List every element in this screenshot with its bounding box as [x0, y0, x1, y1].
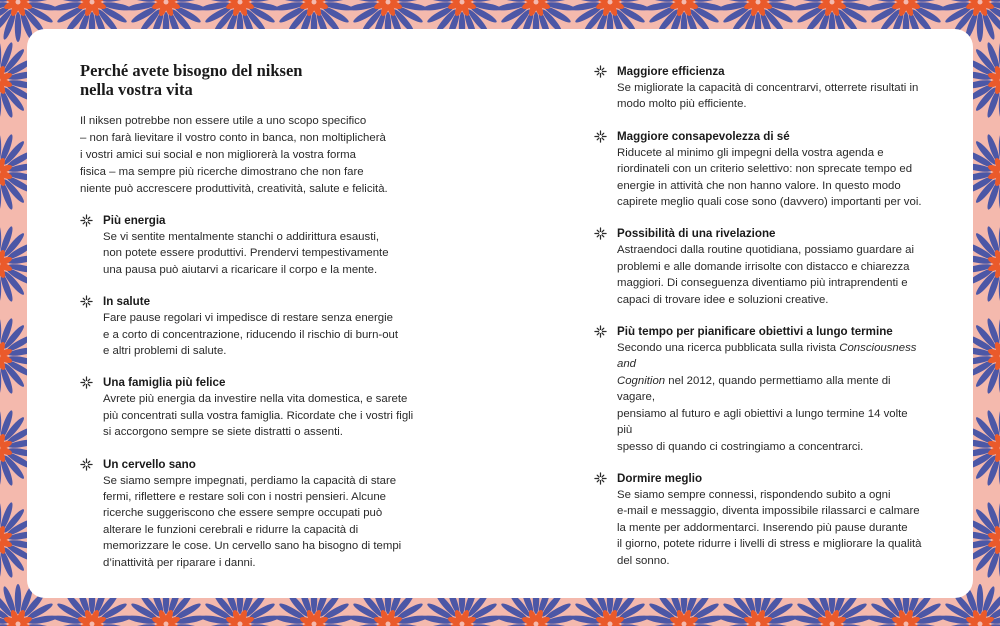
- sparkle-icon: [594, 472, 607, 485]
- text-line: spesso di quando ci costringiamo a concentrarci.: [617, 440, 864, 453]
- flower-petal: [977, 12, 983, 42]
- sparkle-ray: [88, 303, 90, 305]
- sparkle-ray: [83, 217, 85, 219]
- title-line: nella vostra vita: [80, 80, 193, 99]
- flower-petal: [15, 12, 21, 42]
- intro-line: i vostri amici sui social e non migliorerà la vostra forma: [80, 149, 357, 161]
- text-line: una pausa può aiutarvi a ricaricare il corpo e la mente.: [103, 263, 378, 276]
- benefit-text: [103, 229, 420, 278]
- sparkle-ray: [88, 461, 90, 463]
- sparkle-ray: [88, 384, 90, 386]
- journal-name: Consciousness and: [617, 342, 917, 371]
- sparkle-icon: [80, 295, 93, 308]
- benefit-title: Più tempo per pianificare obiettivi a lungo termine: [617, 325, 893, 339]
- text-line: maggiori. Di conseguenza diventiamo più intraprendenti e: [617, 277, 908, 290]
- text-line: la mente per addormentarci. Inserendo più pause durante: [617, 521, 908, 534]
- benefit-text: [617, 340, 924, 455]
- text-line: Fare pause regolari vi impedisce di restare senza energie: [103, 312, 393, 325]
- text-line: e-mail e messaggio, diventa impossibile rilassarci e calmare: [617, 505, 920, 518]
- benefit-item: [594, 63, 924, 113]
- intro-line: fisica – ma sempre più ricerche dimostrano che non fare: [80, 166, 364, 178]
- text-line: non potete essere produttivi. Prendervi tempestivamente: [103, 247, 389, 260]
- benefit-text: [103, 310, 420, 359]
- benefit-text: [617, 145, 924, 211]
- benefit-item: [80, 456, 420, 571]
- sparkle-icon: [80, 458, 93, 471]
- sparkle-ray: [88, 298, 90, 300]
- benefit-item: [594, 225, 924, 308]
- sparkle-ray: [602, 480, 604, 482]
- sparkle-ray: [597, 133, 599, 135]
- text-segment: Secondo una ricerca pubblicata sulla rivista: [617, 342, 840, 355]
- sparkle-ray: [597, 480, 599, 482]
- sparkle-ray: [83, 222, 85, 224]
- text-line: Se siamo sempre impegnati, perdiamo la capacità di stare: [103, 474, 397, 487]
- intro-paragraph: [80, 113, 420, 198]
- sparkle-ray: [597, 235, 599, 237]
- title-line: Perché avete bisogno del niksen: [80, 61, 303, 80]
- benefit-text: [617, 487, 924, 569]
- text-line: e a corto di concentrazione, riducendo il rischio di burn-out: [103, 328, 399, 341]
- sparkle-ray: [83, 303, 85, 305]
- sparkle-ray: [83, 380, 85, 382]
- sparkle-ray: [597, 475, 599, 477]
- text-line: Se siamo sempre connessi, rispondendo subito a ogni: [617, 488, 891, 501]
- sparkle-ray: [597, 138, 599, 140]
- text-line: riordinateli con un criterio selettivo: non sprecate tempo ed: [617, 163, 913, 176]
- journal-name: Cognition: [617, 374, 666, 387]
- intro-line: Il niksen potrebbe non essere utile a uno scopo specifico: [80, 115, 367, 127]
- text-segment: nel 2012, quando permettiamo alla mente di vagare,: [617, 374, 891, 404]
- right-column: [594, 63, 924, 584]
- page-card: [27, 29, 973, 598]
- text-line: e altri problemi di salute.: [103, 345, 227, 358]
- text-line: alterare le funzioni cerebrali e ridurre la capacità di: [103, 523, 359, 536]
- text-line: Avrete più energia da investire nella vita domestica, e sarete: [103, 393, 408, 406]
- sparkle-ray: [602, 231, 604, 233]
- sparkle-ray: [602, 328, 604, 330]
- benefit-text: [617, 80, 924, 113]
- text-line: pensiamo al futuro e agli obiettivi a lungo termine 14 volte più: [617, 407, 908, 437]
- text-line: Riducete al minimo gli impegni della vostra agenda e: [617, 146, 884, 159]
- text-line: Se migliorate la capacità di concentrarvi, otterrete risultati in: [617, 82, 919, 94]
- text-line: più concentrati sulla vostra famiglia. Ricordate che i vostri figli: [103, 409, 414, 422]
- sparkle-ray: [602, 73, 604, 75]
- text-line: il giorno, potete ridurre i livelli di stress e migliorare la qualità: [617, 538, 922, 551]
- sparkle-ray: [597, 231, 599, 233]
- sparkle-icon: [80, 376, 93, 389]
- text-line: memorizzare le cose. Un cervello sano ha bisogno di tempi: [103, 540, 402, 553]
- flower-petal: [977, 584, 983, 614]
- sparkle-ray: [83, 384, 85, 386]
- sparkle-ray: [597, 73, 599, 75]
- benefit-text: [103, 473, 420, 571]
- benefit-item: [80, 212, 420, 278]
- sparkle-icon: [80, 214, 93, 227]
- intro-line: niente può accrescere produttività, creatività, salute e felicità.: [80, 183, 388, 195]
- sparkle-ray: [88, 466, 90, 468]
- sparkle-ray: [88, 222, 90, 224]
- benefit-item: [594, 470, 924, 569]
- intro-line: – non farà lievitare il vostro conto in banca, non moltiplicherà: [80, 132, 386, 144]
- left-column: [80, 61, 420, 586]
- sparkle-icon: [594, 130, 607, 143]
- sparkle-ray: [88, 380, 90, 382]
- sparkle-ray: [597, 333, 599, 335]
- benefit-item: [80, 293, 420, 359]
- text-line: modo molto più efficiente.: [617, 98, 747, 111]
- text-line: ricerche suggeriscono che essere sempre occupati può: [103, 507, 383, 520]
- benefit-title: Una famiglia più felice: [103, 376, 226, 390]
- text-line: Se vi sentite mentalmente stanchi o addirittura esausti,: [103, 231, 380, 243]
- text-line: problemi e alle domande irrisolte con distacco e chiarezza: [617, 260, 910, 273]
- text-line: del sonno.: [617, 554, 670, 567]
- benefit-item: [594, 323, 924, 455]
- sparkle-ray: [83, 298, 85, 300]
- benefit-item: [80, 374, 420, 440]
- sparkle-ray: [602, 475, 604, 477]
- text-line: d’inattività per riparare i danni.: [103, 556, 256, 569]
- page-title: [80, 61, 420, 99]
- benefit-item: [594, 128, 924, 211]
- flower-petal: [15, 584, 21, 614]
- benefit-title: Più energia: [103, 214, 166, 227]
- text-line: Astraendoci dalla routine quotidiana, possiamo guardare ai: [617, 244, 914, 257]
- sparkle-ray: [602, 138, 604, 140]
- benefit-text: [617, 242, 924, 308]
- sparkle-ray: [597, 68, 599, 70]
- text-line: capirete meglio quali cose sono (davvero) importanti per voi.: [617, 196, 922, 209]
- sparkle-icon: [594, 65, 607, 78]
- text-line: fermi, riflettere e restare soli con i nostri pensieri. Alcune: [103, 491, 386, 504]
- sparkle-icon: [594, 325, 607, 338]
- sparkle-ray: [83, 461, 85, 463]
- sparkle-ray: [83, 466, 85, 468]
- sparkle-ray: [602, 68, 604, 70]
- benefit-title: Possibilità di una rivelazione: [617, 227, 776, 241]
- text-line: energie in attività che non hanno valore. In questo modo: [617, 179, 901, 192]
- text-line: si accorgono sempre se siete distratti o assenti.: [103, 426, 343, 439]
- sparkle-ray: [602, 133, 604, 135]
- benefit-title: Maggiore efficienza: [617, 65, 725, 78]
- sparkle-ray: [88, 217, 90, 219]
- benefit-title: In salute: [103, 295, 151, 309]
- sparkle-ray: [602, 235, 604, 237]
- sparkle-ray: [602, 333, 604, 335]
- benefit-title: Dormire meglio: [617, 471, 703, 485]
- benefit-text: [103, 391, 420, 440]
- sparkle-icon: [594, 227, 607, 240]
- text-line: capaci di trovare idee e soluzioni creative.: [617, 293, 829, 306]
- sparkle-ray: [597, 328, 599, 330]
- benefit-title: Un cervello sano: [103, 457, 196, 471]
- benefit-title: Maggiore consapevolezza di sé: [617, 129, 790, 143]
